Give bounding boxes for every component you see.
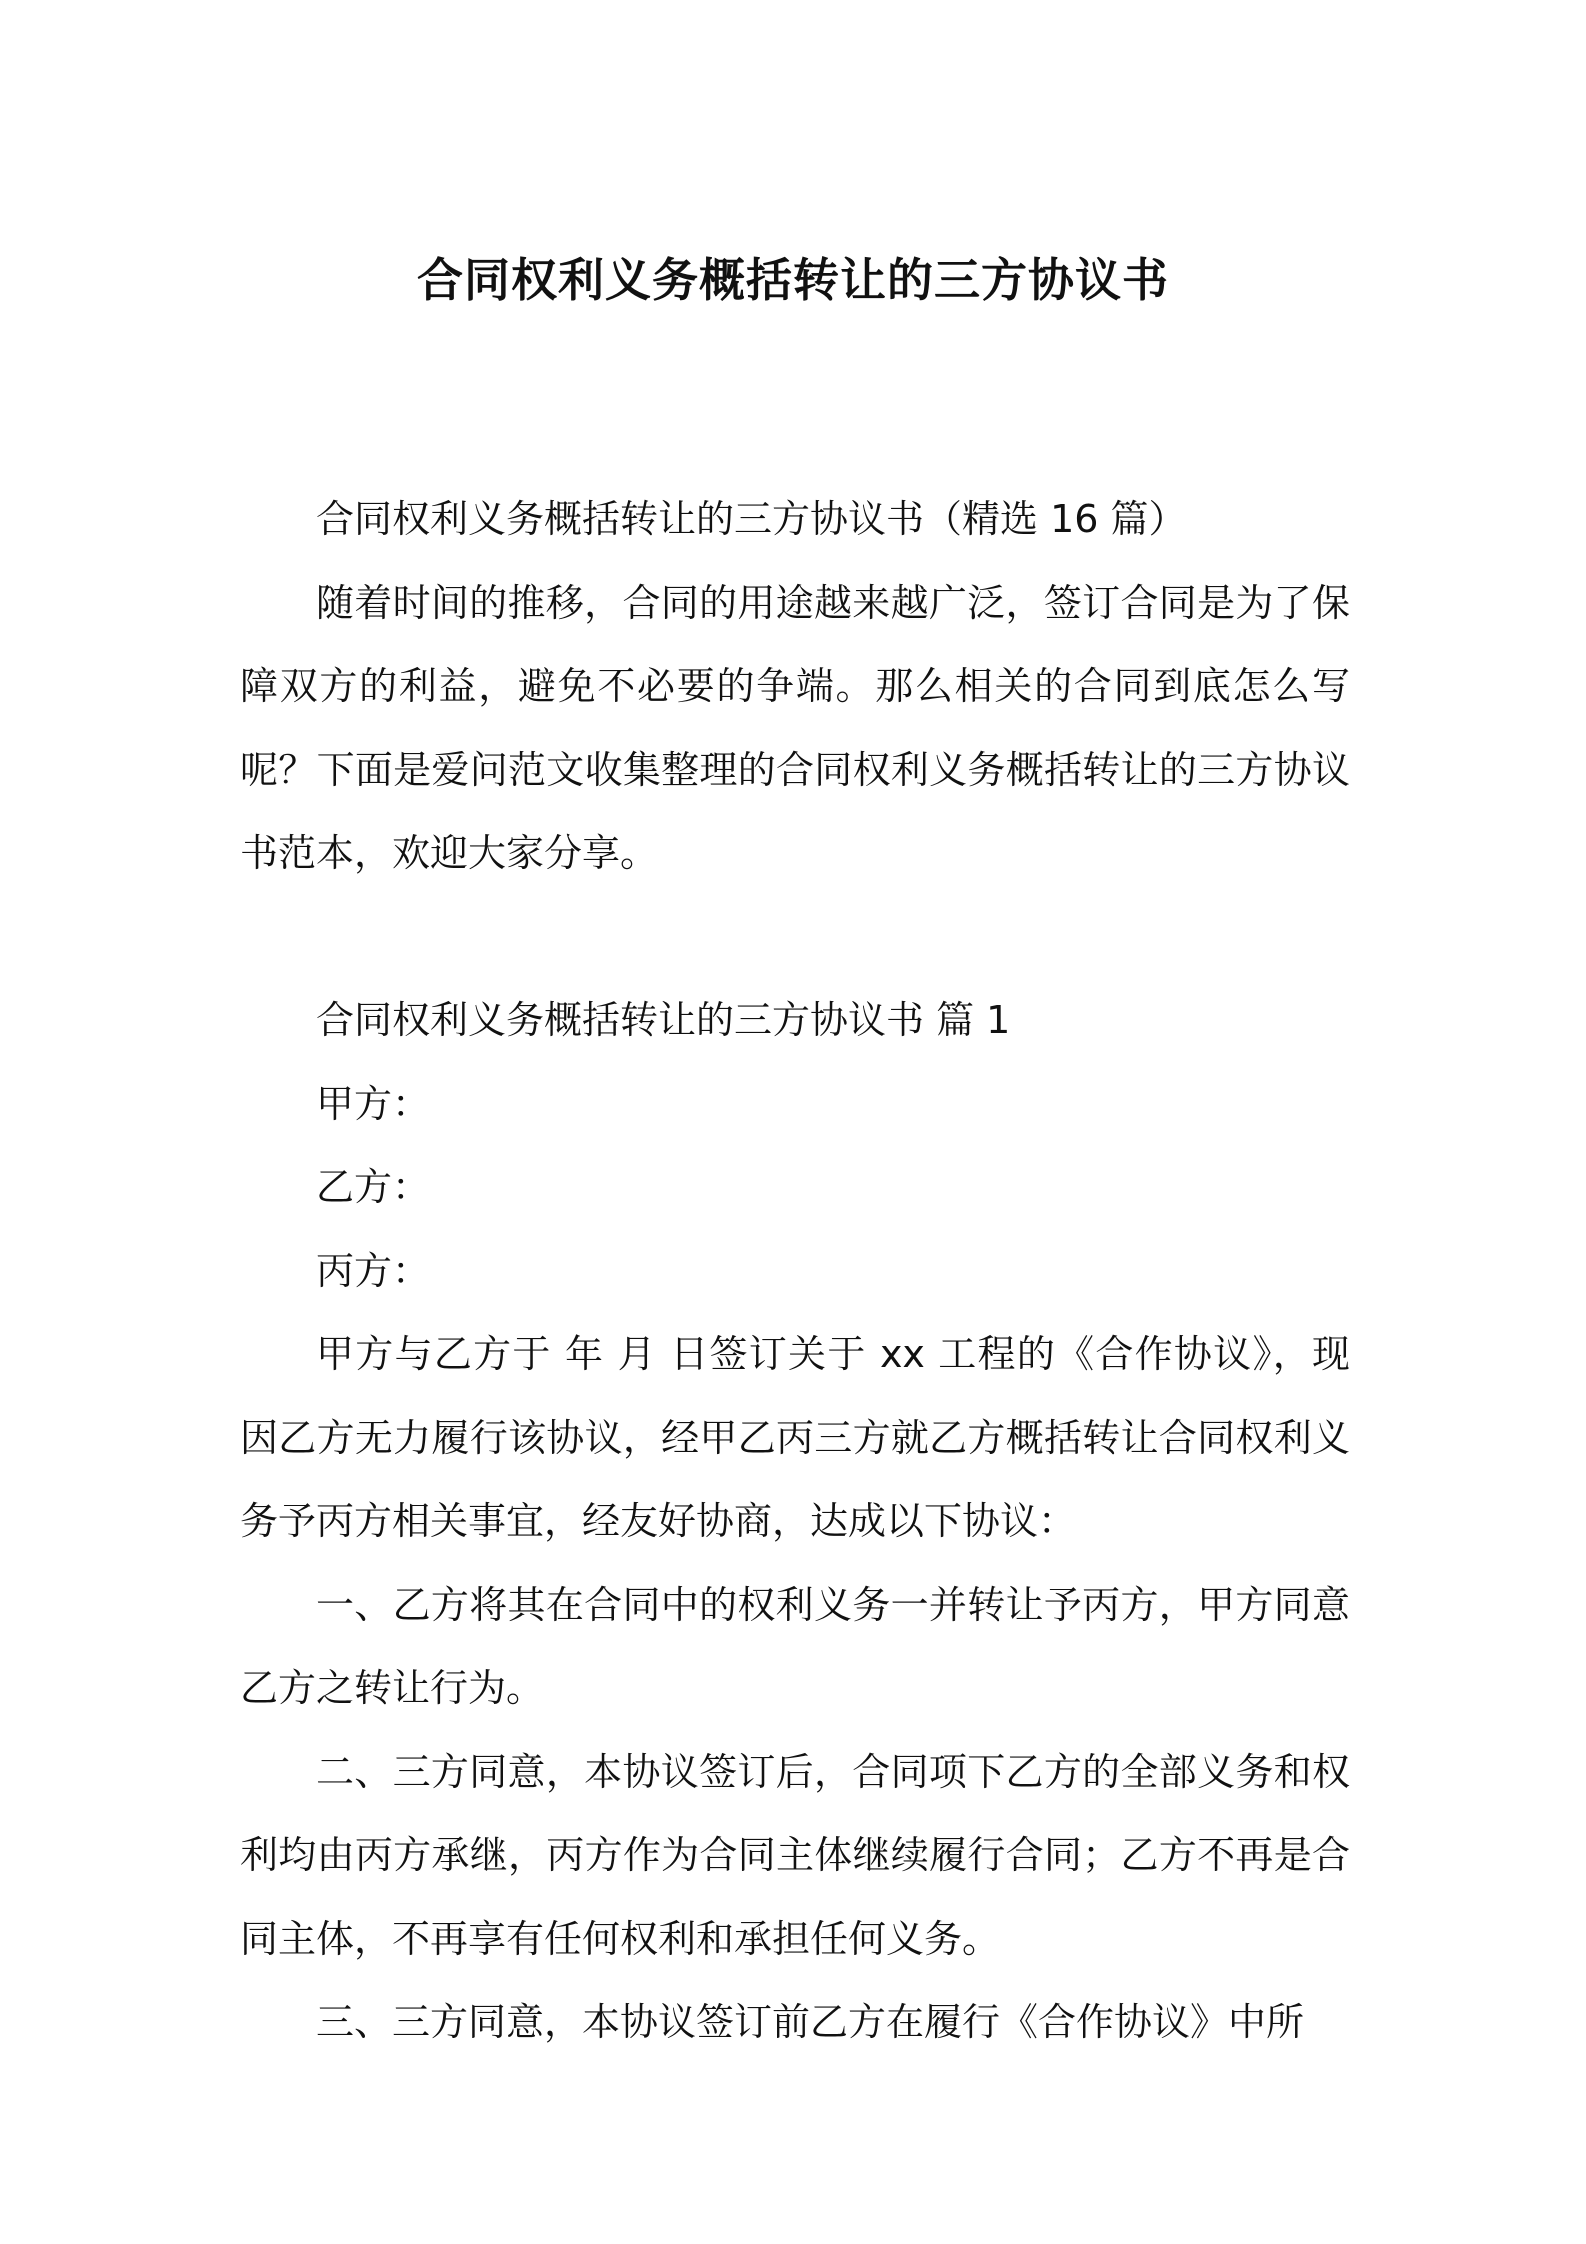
- agreement-preamble: 甲方与乙方于 年 月 日签订关于 xx 工程的《合作协议》，现因乙方无力履行该协议，经甲乙丙三方就乙方概括转让合同权利义务予丙方相关事宜，经友好协商，达成以下协议：: [240, 1332, 1350, 1543]
- document-title: 合同权利义务概括转让的三方协议书: [417, 253, 1169, 307]
- document-body: [240, 478, 1350, 2065]
- clause-1: 一、乙方将其在合同中的权利义务一并转让予丙方，甲方同意乙方之转让行为。: [240, 1582, 1350, 1710]
- clause-3: 三、三方同意，本协议签订前乙方在履行《合作协议》中所: [316, 2000, 1305, 2044]
- party-c-line: 丙方：: [316, 1248, 431, 1293]
- intro-paragraph: 随着时间的推移，合同的用途越来越广泛，签订合同是为了保障双方的利益，避免不必要的争端。那么相关的合同到底怎么写呢？下面是爱问范文收集整理的合同权利义务概括转让的三方协议书范本，欢迎大家分享。: [240, 580, 1350, 875]
- party-a-line: 甲方：: [316, 1081, 431, 1126]
- clause-2: 二、三方同意，本协议签订后，合同项下乙方的全部义务和权利均由丙方承继，丙方作为合同主体继续履行合同；乙方不再是合同主体，不再享有任何权利和承担任何义务。: [240, 1749, 1350, 1961]
- section-heading: 合同权利义务概括转让的三方协议书 篇 1: [316, 998, 1011, 1042]
- party-b-line: 乙方：: [316, 1165, 431, 1209]
- intro-heading: 合同权利义务概括转让的三方协议书（精选 16 篇）: [316, 497, 1187, 541]
